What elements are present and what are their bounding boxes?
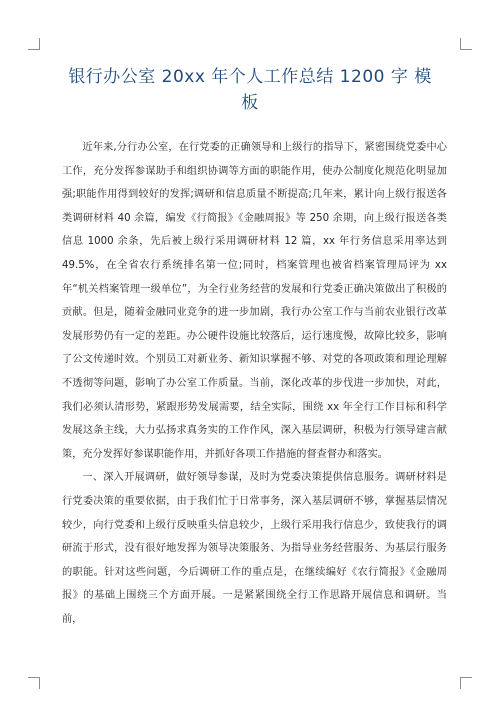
paragraph: 近年来,分行办公室，在行党委的正确领导和上级行的指导下，紧密围绕党委中心工作，充分发挥参谋助手和组织协调等方面的职能作用，使办公制度化规范化明显加强;职能作用得到较好的发挥;调研和信息质量不断提高;几年来，累计向上级行报送各类调研材料 40 余篇，编发《行简报》《金融周报》等 250 余期，向上级行报送各类信息 1000 余条，先后被上级行采用调研材料 12 篇，xx 年行务信息采用率达到 49.5%，在全省农行系统排名第一位;同时，档案管理也被省档案管理局评为 xx 年“机关档案管理一级单位”，为全行业务经营的发展和行党委正确决策做出了积极的贡献。但是，随着金融同业竞争的进一步加剧，我行办公室工作与当前农业银行改革发展形势仍有一定的差距。办公硬件设施比较落后，运行速度慢，故障比较多，影响了公文传递时效。个别员工对新业务、新知识掌握不够、对党的各项政策和理论理解不透彻等问题，影响了办公室工作质量。当前，深化改革的步伐进一步加快，对此，我们必须认清形势，紧跟形势发展需要，结全实际，围绕 xx 年全行工作目标和科学发展这条主线，大力弘扬求真务实的工作作风，深入基层调研，积极为行领导建言献策，充分发挥好参谋职能作用，并抓好各项工作措施的督查督办和落实。 — [62, 142, 447, 460]
paragraph: 一、深入开展调研，做好领导参谋，及时为党委决策提供信息服务。调研材料是行党委决策的重要依据，由于我们忙于日常事务，深入基层调研不够，掌握基层情况较少，向行党委和上级行反映重头信息较少，上级行采用我行信息少，致使我行的调研流于形式，没有很好地发挥为领导决策服务、为指导业务经营服务、为基层行服务的职能。针对这些问题，今后调研工作的重点是，在继续编好《农行简报》《金融周报》的基础上围绕三个方面开展。一是紧紧围绕全行工作思路开展信息和调研。当前， — [62, 472, 447, 625]
document-title: 银行办公室 20xx 年个人工作总结 1200 字 模板 — [68, 67, 432, 113]
crop-mark-bottom-left — [28, 677, 40, 689]
document-body — [62, 136, 447, 631]
crop-mark-top-left — [28, 38, 40, 50]
crop-mark-bottom-right — [460, 677, 472, 689]
crop-mark-top-right — [460, 38, 472, 50]
